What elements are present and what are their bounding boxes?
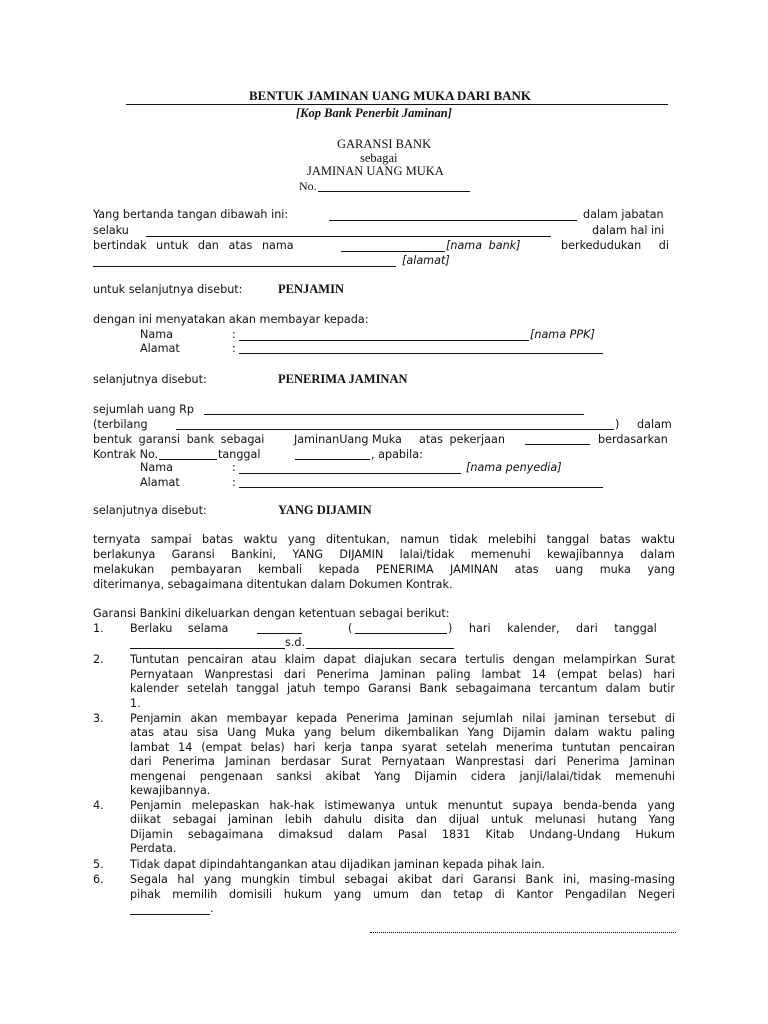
tanggal-blank [295,459,370,460]
item-number: 6. [93,873,104,886]
berkedudukan-label: berkedudukan di [561,239,669,252]
sejumlah-label: sejumlah uang Rp [93,403,194,416]
durasi-blank [257,633,302,634]
kepada-nama-label: Nama [140,328,173,341]
item-line: . [210,902,214,915]
kepada-nama-colon: : [232,328,236,341]
tanggal-label: tanggal [218,448,261,461]
ketentuan-intro: Garansi Bankini dikeluarkan dengan ketentuan sebagai berikut: [93,607,450,620]
penjamin-label: untuk selanjutnya disebut: [93,283,243,296]
kepada-intro: dengan ini menyatakan akan membayar kepada: [93,313,369,326]
durasi-terbilang-blank [355,633,447,634]
kontrak-no-blank [159,459,217,460]
name-blank [329,220,577,221]
document-title: BENTUK JAMINAN UANG MUKA DARI BANK [249,88,532,103]
penerima-value: PENERIMA JAMINAN [278,372,408,386]
penjamin-value: PENJAMIN [278,282,344,296]
item-line: Dijamin sebagaimana dimaksud dalam Pasal 1831 Kitab Undang-Undang Hukum [130,828,675,841]
item-number: 5. [93,858,104,871]
penyedia-alamat-label: Alamat [140,476,180,489]
sd-label: s.d. [285,636,306,649]
item-line: diikat sebagai jaminan lebih dahulu disita dan dijual untuk melunasi hutang Yang [130,813,675,826]
alamat-hint: [alamat] [402,254,450,267]
selaku-label: selaku [93,224,129,237]
item-line: Segala hal yang mungkin timbul sebagai akibat dari Garansi Bank ini, masing-masing [130,873,675,886]
pekerjaan-blank [525,444,590,445]
dalam-hal-ini-label: dalam hal ini [592,224,665,237]
kop-bank: [Kop Bank Penerbit Jaminan] [296,106,452,120]
item-number: 3. [93,712,104,725]
paren-open: ( [348,622,353,635]
intro-line-1: Yang bertanda tangan dibawah ini: [93,208,289,221]
berdasarkan-label: berdasarkan [598,433,668,446]
number-blank [318,191,470,192]
item-line: Perdata. [130,842,177,855]
item-line: 1. [130,697,141,710]
penyedia-name-blank [239,473,461,474]
jabatan-blank [146,236,551,237]
item-line: Tuntutan pencairan atau klaim dapat diajukan secara tertulis dengan melampirkan Surat [130,653,675,666]
alamat-blank [93,266,396,267]
paragraph-line: berlakunya Garansi Bankini, YANG DIJAMIN lalai/tidak memenuhi kewajibannya dalam [93,548,675,561]
item-line: Pernyataan Wanprestasi dari Penerima Jaminan paling lambat 14 (empat belas) hari [130,668,675,681]
jabatan-label: dalam jabatan [583,208,664,221]
atas-pekerjaan-label: atas pekerjaan [419,433,505,446]
jaminan-uang-muka-label: JaminanUang Muka [294,433,402,446]
paragraph-line: melakukan pembayaran kembali kepada PENERIMA JAMINAN atas uang muka yang [93,563,675,576]
nama-ppk-hint: [nama PPK] [530,328,595,341]
dijamin-label: selanjutnya disebut: [93,504,207,517]
bank-blank [341,251,445,252]
dalam-label: dalam [637,418,672,431]
item-line: kalender setelah tanggal jatuh tempo Garansi Bank sebagaimana tercantum dalam butir [130,682,675,695]
item-number: 1. [93,622,104,635]
hari-kalender-label: ) hari kalender, dari tanggal [448,622,657,635]
paragraph-line: ternyata sampai batas waktu yang ditentukan, namun tidak melebihi tanggal batas waktu [93,533,675,546]
dijamin-value: YANG DIJAMIN [278,503,372,517]
kepada-alamat-label: Alamat [140,342,180,355]
bertindak-label: bertindak untuk dan atas nama [93,239,294,252]
item-line: pihak memilih domisili hukum yang umum dan tetap di Kantor Pengadilan Negeri [130,888,675,901]
item-line: atas atau sisa Uang Muka yang belum dikembalikan Yang Dijamin dalam waktu paling [130,726,675,739]
item-number: 2. [93,653,104,666]
nama-bank-hint: [nama bank] [446,239,521,252]
item-line: Tidak dapat dipindahtangankan atau dijadikan jaminan kepada pihak lain. [130,858,545,871]
item-line: Penjamin akan membayar kepada Penerima Jaminan sejumlah nilai jaminan tersebut di [130,712,675,725]
kontrak-no-label: Kontrak No. [93,448,159,461]
penyedia-address-blank [239,487,603,488]
bentuk-label: bentuk garansi bank sebagai [93,433,265,446]
item-line: kewajibannya. [130,784,211,797]
terbilang-blank [176,429,614,430]
apabila-label: , apabila: [371,448,423,461]
berlaku-label: Berlaku selama [130,622,229,635]
terbilang-close: ) [615,418,620,431]
signature-dotted-line [370,932,676,933]
paragraph-line: diterimanya, sebagaimana ditentukan dalam Dokumen Kontrak. [93,578,453,591]
ppk-name-blank [239,340,529,341]
item-number: 4. [93,799,104,812]
garansi-heading: GARANSI BANK [337,137,432,151]
item-line: Penjamin melepaskan hak-hak istimewanya untuk menuntut supaya benda-benda yang [130,799,675,812]
title-rule [126,104,668,105]
kepada-alamat-colon: : [232,342,236,355]
item-line: lambat 14 (empat belas) hari kerja tanpa syarat setelah menerima tuntutan pencairan [130,741,675,754]
sebagai-heading: sebagai [360,151,398,165]
tanggal-akhir-blank [306,648,454,649]
ppk-address-blank [239,353,603,354]
rp-blank [204,414,584,415]
jaminan-heading: JAMINAN UANG MUKA [307,164,444,178]
number-label: No. [299,179,317,193]
item-line: dari Penerima Jaminan berdasar Surat Pernyataan Wanprestasi dari Penerima Jaminan [130,755,675,768]
pengadilan-blank [130,914,210,915]
terbilang-label: (terbilang [93,418,148,431]
penyedia-nama-colon: : [232,461,236,474]
penerima-label: selanjutnya disebut: [93,373,207,386]
item-line: mengenai pengenaan sanksi akibat Yang Dijamin cidera janji/lalai/tidak memenuhi [130,770,675,783]
nama-penyedia-hint: [nama penyedia] [466,461,562,474]
penyedia-nama-label: Nama [140,461,173,474]
tanggal-mulai-blank [130,648,285,649]
penyedia-alamat-colon: : [232,476,236,489]
